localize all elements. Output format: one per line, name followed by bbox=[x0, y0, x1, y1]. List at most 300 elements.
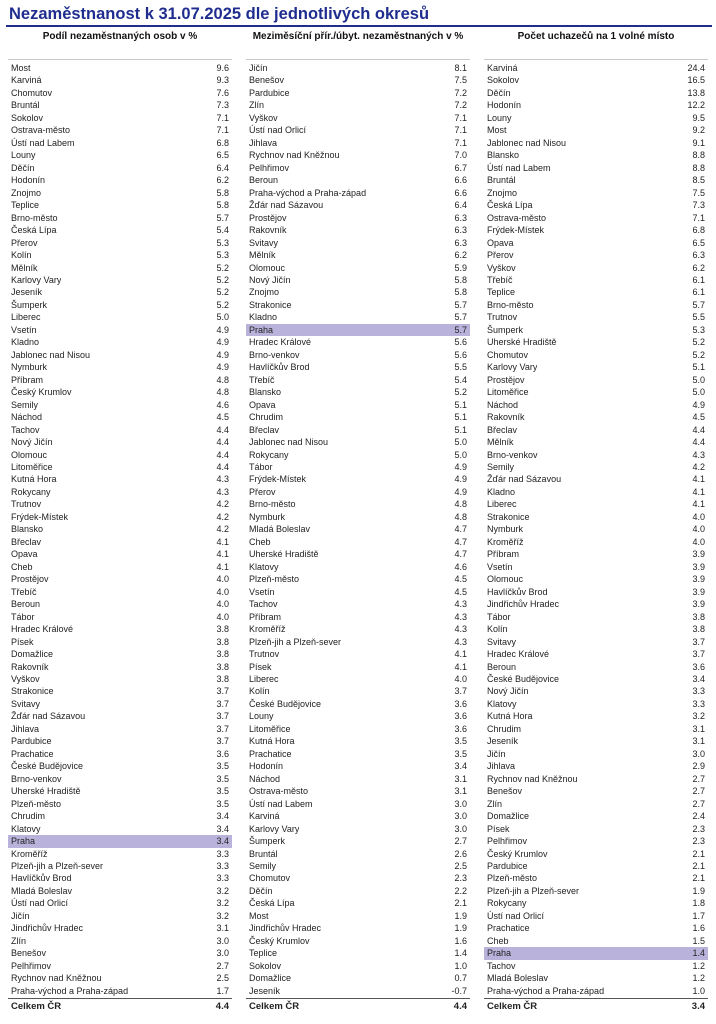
table-row bbox=[484, 449, 708, 461]
district-name: Tábor bbox=[249, 462, 273, 472]
column-divider bbox=[246, 59, 470, 60]
district-value: 7.0 bbox=[454, 150, 467, 161]
column-unemployment-share bbox=[8, 27, 232, 1013]
district-name: Plzeň-jih a Plzeň-sever bbox=[249, 636, 342, 647]
district-name: Litoměřice bbox=[487, 387, 529, 398]
district-value: 3.6 bbox=[454, 711, 467, 722]
table-row bbox=[246, 698, 470, 710]
district-value: 4.2 bbox=[216, 524, 229, 535]
district-name: Český Krumlov bbox=[249, 935, 310, 946]
district-value: 2.9 bbox=[692, 761, 705, 772]
table-row bbox=[484, 137, 708, 149]
table-row bbox=[246, 636, 470, 648]
district-value: 5.0 bbox=[692, 374, 705, 385]
district-name: Děčín bbox=[249, 885, 273, 896]
table-row bbox=[484, 548, 708, 560]
total-value: 3.4 bbox=[691, 1001, 705, 1013]
district-value: 3.2 bbox=[216, 885, 229, 896]
district-name: Rokycany bbox=[249, 449, 289, 460]
table-row bbox=[8, 935, 232, 947]
district-value: 4.1 bbox=[216, 536, 229, 547]
table-row bbox=[8, 411, 232, 423]
district-value: 5.2 bbox=[216, 299, 229, 310]
table-row bbox=[8, 374, 232, 386]
district-name: Česká Lípa bbox=[11, 225, 57, 236]
district-value: 4.1 bbox=[692, 486, 705, 497]
district-value: 24.4 bbox=[687, 63, 705, 73]
district-name: Domažlice bbox=[11, 649, 54, 660]
table-row bbox=[8, 636, 232, 648]
table-row bbox=[484, 249, 708, 261]
district-name: Náchod bbox=[11, 412, 43, 423]
district-name: Hodonín bbox=[249, 761, 284, 772]
district-name: Ústí nad Labem bbox=[249, 798, 313, 809]
table-row bbox=[484, 187, 708, 199]
row-list bbox=[484, 62, 708, 997]
district-value: 1.2 bbox=[692, 960, 705, 971]
district-value: 3.4 bbox=[454, 761, 467, 772]
table-row bbox=[484, 723, 708, 735]
district-name: Teplice bbox=[249, 948, 278, 959]
district-value: 4.2 bbox=[216, 499, 229, 510]
district-value: 3.3 bbox=[692, 686, 705, 697]
district-name: Litoměřice bbox=[11, 462, 53, 472]
table-row bbox=[484, 760, 708, 772]
district-name: Semily bbox=[487, 462, 515, 472]
table-row-highlighted bbox=[246, 324, 470, 336]
district-name: Ústí nad Orlicí bbox=[487, 910, 545, 921]
table-row bbox=[246, 735, 470, 747]
district-value: 4.1 bbox=[454, 661, 467, 672]
table-row bbox=[8, 536, 232, 548]
district-name: Svitavy bbox=[249, 237, 279, 248]
table-row bbox=[484, 673, 708, 685]
table-row bbox=[8, 685, 232, 697]
table-row bbox=[246, 349, 470, 361]
district-value: 3.9 bbox=[692, 561, 705, 572]
total-value: 4.4 bbox=[453, 1001, 467, 1013]
table-row bbox=[8, 910, 232, 922]
district-value: 2.2 bbox=[454, 885, 467, 896]
district-name: Chomutov bbox=[11, 87, 53, 98]
district-value: 5.3 bbox=[216, 250, 229, 261]
table-row bbox=[484, 498, 708, 510]
district-name: Kolín bbox=[11, 250, 32, 261]
district-value: 4.9 bbox=[216, 324, 229, 335]
district-value: 3.3 bbox=[216, 848, 229, 859]
district-name: Plzeň-město bbox=[249, 574, 300, 585]
table-row bbox=[484, 785, 708, 797]
district-value: 4.9 bbox=[692, 399, 705, 410]
district-name: Karviná bbox=[487, 63, 518, 73]
district-value: 5.1 bbox=[454, 412, 467, 423]
district-name: Karlovy Vary bbox=[487, 362, 538, 373]
district-name: Klatovy bbox=[487, 698, 517, 709]
district-value: 4.8 bbox=[216, 387, 229, 398]
district-name: Jičín bbox=[11, 910, 30, 921]
table-row bbox=[246, 99, 470, 111]
district-value: 3.8 bbox=[216, 636, 229, 647]
district-name: Kolín bbox=[487, 624, 508, 635]
table-row bbox=[8, 149, 232, 161]
district-name: Jindřichův Hradec bbox=[11, 923, 84, 934]
district-name: Nový Jičín bbox=[249, 274, 291, 285]
district-name: Přerov bbox=[11, 237, 38, 248]
district-value: 3.3 bbox=[216, 861, 229, 871]
district-value: 5.1 bbox=[454, 424, 467, 435]
table-row bbox=[246, 112, 470, 124]
district-name: Sokolov bbox=[249, 960, 282, 971]
table-row bbox=[8, 324, 232, 336]
district-value: 7.1 bbox=[216, 112, 229, 123]
district-name: Přerov bbox=[487, 250, 514, 261]
column-monthly-change bbox=[246, 27, 470, 1013]
table-row bbox=[246, 536, 470, 548]
table-row bbox=[246, 411, 470, 423]
table-row bbox=[484, 835, 708, 847]
table-row bbox=[8, 885, 232, 897]
district-name: Frýdek-Místek bbox=[11, 511, 69, 522]
district-name: Břeclav bbox=[487, 424, 518, 435]
table-row bbox=[8, 773, 232, 785]
total-row bbox=[246, 998, 470, 1013]
district-value: 6.8 bbox=[692, 225, 705, 236]
district-name: Plzeň-město bbox=[487, 873, 538, 884]
district-name: Česká Lípa bbox=[249, 898, 295, 909]
district-value: 6.6 bbox=[454, 187, 467, 198]
district-name: Chomutov bbox=[249, 873, 291, 884]
district-name: Prostějov bbox=[249, 212, 287, 223]
district-name: Chrudim bbox=[11, 811, 46, 822]
table-row bbox=[8, 424, 232, 436]
table-row bbox=[246, 773, 470, 785]
district-name: Šumperk bbox=[11, 299, 48, 310]
table-row bbox=[8, 623, 232, 635]
district-value: 4.3 bbox=[454, 624, 467, 635]
column-header: Počet uchazečů na 1 volné místo bbox=[517, 31, 675, 42]
district-value: 1.9 bbox=[454, 923, 467, 934]
district-name: Beroun bbox=[487, 661, 517, 672]
table-row bbox=[8, 648, 232, 660]
district-value: 9.2 bbox=[692, 125, 705, 136]
district-value: 5.1 bbox=[454, 399, 467, 410]
district-name: Kladno bbox=[11, 337, 40, 348]
district-value: 5.7 bbox=[454, 299, 467, 310]
district-value: 4.6 bbox=[216, 399, 229, 410]
table-row bbox=[484, 349, 708, 361]
district-name: Rakovník bbox=[249, 225, 287, 236]
district-value: 1.0 bbox=[454, 960, 467, 971]
table-row bbox=[8, 523, 232, 535]
table-row bbox=[484, 374, 708, 386]
district-value: 2.7 bbox=[692, 798, 705, 809]
district-name: Kutná Hora bbox=[11, 474, 57, 485]
table-row bbox=[484, 74, 708, 86]
district-value: 3.9 bbox=[692, 574, 705, 585]
total-label: Celkem ČR bbox=[11, 1001, 62, 1013]
district-name: Rokycany bbox=[487, 898, 527, 909]
district-name: Sokolov bbox=[487, 75, 520, 86]
district-value: 7.5 bbox=[692, 187, 705, 198]
district-name: Praha-východ a Praha-západ bbox=[249, 187, 367, 198]
table-row bbox=[484, 810, 708, 822]
district-value: 1.6 bbox=[692, 923, 705, 934]
district-value: 1.7 bbox=[692, 910, 705, 921]
district-name: Plzeň-město bbox=[11, 798, 62, 809]
table-row bbox=[246, 972, 470, 984]
district-name: Svitavy bbox=[487, 636, 517, 647]
district-name: Jeseník bbox=[249, 985, 281, 996]
district-value: 7.5 bbox=[454, 75, 467, 86]
district-name: Liberec bbox=[11, 312, 41, 323]
district-value: 5.4 bbox=[454, 374, 467, 385]
district-value: 5.6 bbox=[454, 337, 467, 348]
district-name: Uherské Hradiště bbox=[11, 786, 81, 797]
district-value: 3.9 bbox=[692, 549, 705, 560]
district-name: Mladá Boleslav bbox=[249, 524, 311, 535]
district-name: Litoměřice bbox=[249, 723, 291, 734]
district-name: Ústí nad Orlicí bbox=[249, 125, 307, 136]
district-name: Blansko bbox=[11, 524, 44, 535]
district-value: 3.5 bbox=[216, 761, 229, 772]
district-name: Zlín bbox=[249, 100, 265, 111]
district-value: 3.7 bbox=[216, 698, 229, 709]
district-name: Trutnov bbox=[487, 312, 518, 323]
district-name: Olomouc bbox=[249, 262, 286, 273]
district-name: Kutná Hora bbox=[487, 711, 533, 722]
table-row bbox=[8, 760, 232, 772]
table-row bbox=[484, 685, 708, 697]
table-row bbox=[484, 586, 708, 598]
district-value: 3.1 bbox=[454, 773, 467, 784]
table-row bbox=[8, 611, 232, 623]
district-name: Brno-město bbox=[249, 499, 296, 510]
table-row bbox=[484, 773, 708, 785]
table-row bbox=[8, 162, 232, 174]
district-name: Uherské Hradiště bbox=[249, 549, 319, 560]
table-row bbox=[8, 798, 232, 810]
district-name: Vyškov bbox=[11, 673, 40, 684]
district-name: Kroměříž bbox=[11, 848, 48, 859]
table-row bbox=[8, 872, 232, 884]
table-row bbox=[246, 872, 470, 884]
district-value: 3.0 bbox=[692, 748, 705, 759]
district-name: Náchod bbox=[487, 399, 519, 410]
table-row bbox=[246, 386, 470, 398]
district-name: Chrudim bbox=[487, 723, 522, 734]
table-row bbox=[484, 972, 708, 984]
district-name: Jeseník bbox=[487, 736, 519, 747]
district-value: 3.4 bbox=[216, 836, 229, 847]
district-value: 1.9 bbox=[692, 885, 705, 896]
district-value: 5.2 bbox=[216, 274, 229, 285]
table-row bbox=[246, 685, 470, 697]
district-name: Vyškov bbox=[487, 262, 516, 273]
district-name: Chomutov bbox=[487, 349, 529, 360]
district-value: 6.2 bbox=[692, 262, 705, 273]
district-name: Hradec Králové bbox=[11, 624, 74, 635]
table-row bbox=[484, 149, 708, 161]
district-name: Prostějov bbox=[11, 574, 49, 585]
table-row bbox=[484, 611, 708, 623]
district-value: 4.4 bbox=[692, 437, 705, 448]
district-name: Svitavy bbox=[11, 698, 41, 709]
table-row bbox=[484, 286, 708, 298]
district-value: 5.2 bbox=[216, 287, 229, 298]
table-row bbox=[8, 661, 232, 673]
district-name: Znojmo bbox=[249, 287, 280, 298]
district-value: 7.1 bbox=[454, 137, 467, 148]
table-row bbox=[246, 611, 470, 623]
table-row bbox=[246, 249, 470, 261]
district-value: 4.5 bbox=[454, 586, 467, 597]
table-row bbox=[484, 124, 708, 136]
district-name: Rakovník bbox=[11, 661, 49, 672]
table-row bbox=[8, 262, 232, 274]
district-name: Mělník bbox=[487, 437, 514, 448]
table-row bbox=[8, 187, 232, 199]
table-row bbox=[484, 985, 708, 997]
table-row bbox=[246, 461, 470, 473]
table-row bbox=[8, 449, 232, 461]
table-row bbox=[484, 848, 708, 860]
district-name: Semily bbox=[249, 861, 277, 871]
district-name: Prostějov bbox=[487, 374, 525, 385]
table-row bbox=[246, 62, 470, 74]
district-value: 4.0 bbox=[454, 673, 467, 684]
district-name: Havlíčkův Brod bbox=[249, 362, 310, 373]
district-name: Strakonice bbox=[487, 511, 530, 522]
table-row bbox=[246, 922, 470, 934]
district-value: 3.0 bbox=[454, 811, 467, 822]
district-name: Vsetín bbox=[249, 586, 275, 597]
district-name: Tachov bbox=[11, 424, 40, 435]
district-name: Třebíč bbox=[249, 374, 275, 385]
district-value: 4.3 bbox=[454, 599, 467, 610]
table-row bbox=[246, 673, 470, 685]
district-value: 3.4 bbox=[216, 811, 229, 822]
district-name: Karviná bbox=[249, 811, 280, 822]
district-value: 8.1 bbox=[454, 63, 467, 73]
table-row bbox=[484, 386, 708, 398]
district-value: 3.7 bbox=[692, 649, 705, 660]
district-name: Kladno bbox=[249, 312, 278, 323]
table-row bbox=[8, 922, 232, 934]
district-name: Jablonec nad Nisou bbox=[11, 349, 91, 360]
district-name: Plzeň-jih a Plzeň-sever bbox=[11, 861, 104, 871]
table-row bbox=[246, 798, 470, 810]
table-row bbox=[8, 74, 232, 86]
district-name: Česká Lípa bbox=[487, 200, 533, 211]
district-name: Benešov bbox=[11, 948, 47, 959]
district-name: Havlíčkův Brod bbox=[487, 586, 548, 597]
district-value: 1.4 bbox=[692, 948, 705, 959]
table-row bbox=[8, 212, 232, 224]
table-row bbox=[246, 935, 470, 947]
district-name: Kladno bbox=[487, 486, 516, 497]
district-name: Nymburk bbox=[487, 524, 524, 535]
table-row bbox=[484, 299, 708, 311]
table-row bbox=[246, 174, 470, 186]
table-row bbox=[8, 87, 232, 99]
district-value: 3.2 bbox=[216, 910, 229, 921]
district-name: Ostrava-město bbox=[11, 125, 71, 136]
district-value: 4.3 bbox=[216, 486, 229, 497]
district-name: Most bbox=[11, 63, 31, 73]
table-row bbox=[484, 162, 708, 174]
district-value: 3.7 bbox=[216, 711, 229, 722]
district-value: 5.3 bbox=[216, 237, 229, 248]
district-name: Pardubice bbox=[249, 87, 290, 98]
district-name: Žďár nad Sázavou bbox=[249, 200, 324, 211]
district-name: Příbram bbox=[249, 611, 282, 622]
table-row bbox=[484, 648, 708, 660]
district-name: Šumperk bbox=[249, 836, 286, 847]
district-value: 1.5 bbox=[692, 935, 705, 946]
district-name: Praha-východ a Praha-západ bbox=[487, 985, 605, 996]
total-label: Celkem ČR bbox=[249, 1001, 300, 1013]
table-row bbox=[484, 473, 708, 485]
district-name: Beroun bbox=[249, 175, 279, 186]
district-name: Rokycany bbox=[11, 486, 51, 497]
table-row bbox=[246, 523, 470, 535]
table-row bbox=[246, 399, 470, 411]
district-name: Strakonice bbox=[249, 299, 292, 310]
district-name: České Budějovice bbox=[11, 761, 84, 772]
table-row bbox=[8, 473, 232, 485]
district-name: Kroměříž bbox=[249, 624, 286, 635]
district-value: 4.7 bbox=[454, 536, 467, 547]
table-row bbox=[484, 536, 708, 548]
table-row bbox=[246, 262, 470, 274]
district-name: Mělník bbox=[11, 262, 38, 273]
table-row bbox=[8, 361, 232, 373]
table-row bbox=[246, 511, 470, 523]
district-name: Plzeň-jih a Plzeň-sever bbox=[487, 885, 580, 896]
district-name: Praha bbox=[249, 324, 274, 335]
table-row bbox=[484, 897, 708, 909]
district-value: 2.1 bbox=[454, 898, 467, 909]
district-value: 3.4 bbox=[216, 823, 229, 834]
district-value: 3.7 bbox=[216, 686, 229, 697]
district-value: 4.0 bbox=[216, 599, 229, 610]
district-value: 2.7 bbox=[454, 836, 467, 847]
district-name: Ostrava-město bbox=[487, 212, 547, 223]
district-value: 2.6 bbox=[454, 848, 467, 859]
table-row bbox=[484, 910, 708, 922]
table-row bbox=[484, 872, 708, 884]
district-name: Tábor bbox=[11, 611, 35, 622]
table-row bbox=[484, 636, 708, 648]
district-value: 5.2 bbox=[692, 349, 705, 360]
district-name: Opava bbox=[487, 237, 514, 248]
district-name: Louny bbox=[487, 112, 512, 123]
table-row bbox=[484, 735, 708, 747]
district-name: Písek bbox=[11, 636, 34, 647]
table-row bbox=[8, 673, 232, 685]
table-row bbox=[484, 922, 708, 934]
table-row bbox=[246, 548, 470, 560]
table-row bbox=[8, 848, 232, 860]
district-value: 1.2 bbox=[692, 973, 705, 984]
district-value: 4.6 bbox=[454, 561, 467, 572]
district-name: Břeclav bbox=[11, 536, 42, 547]
district-name: Příbram bbox=[487, 549, 520, 560]
district-name: Beroun bbox=[11, 599, 41, 610]
district-value: 4.1 bbox=[692, 474, 705, 485]
table-row bbox=[8, 461, 232, 473]
district-value: 4.3 bbox=[216, 474, 229, 485]
